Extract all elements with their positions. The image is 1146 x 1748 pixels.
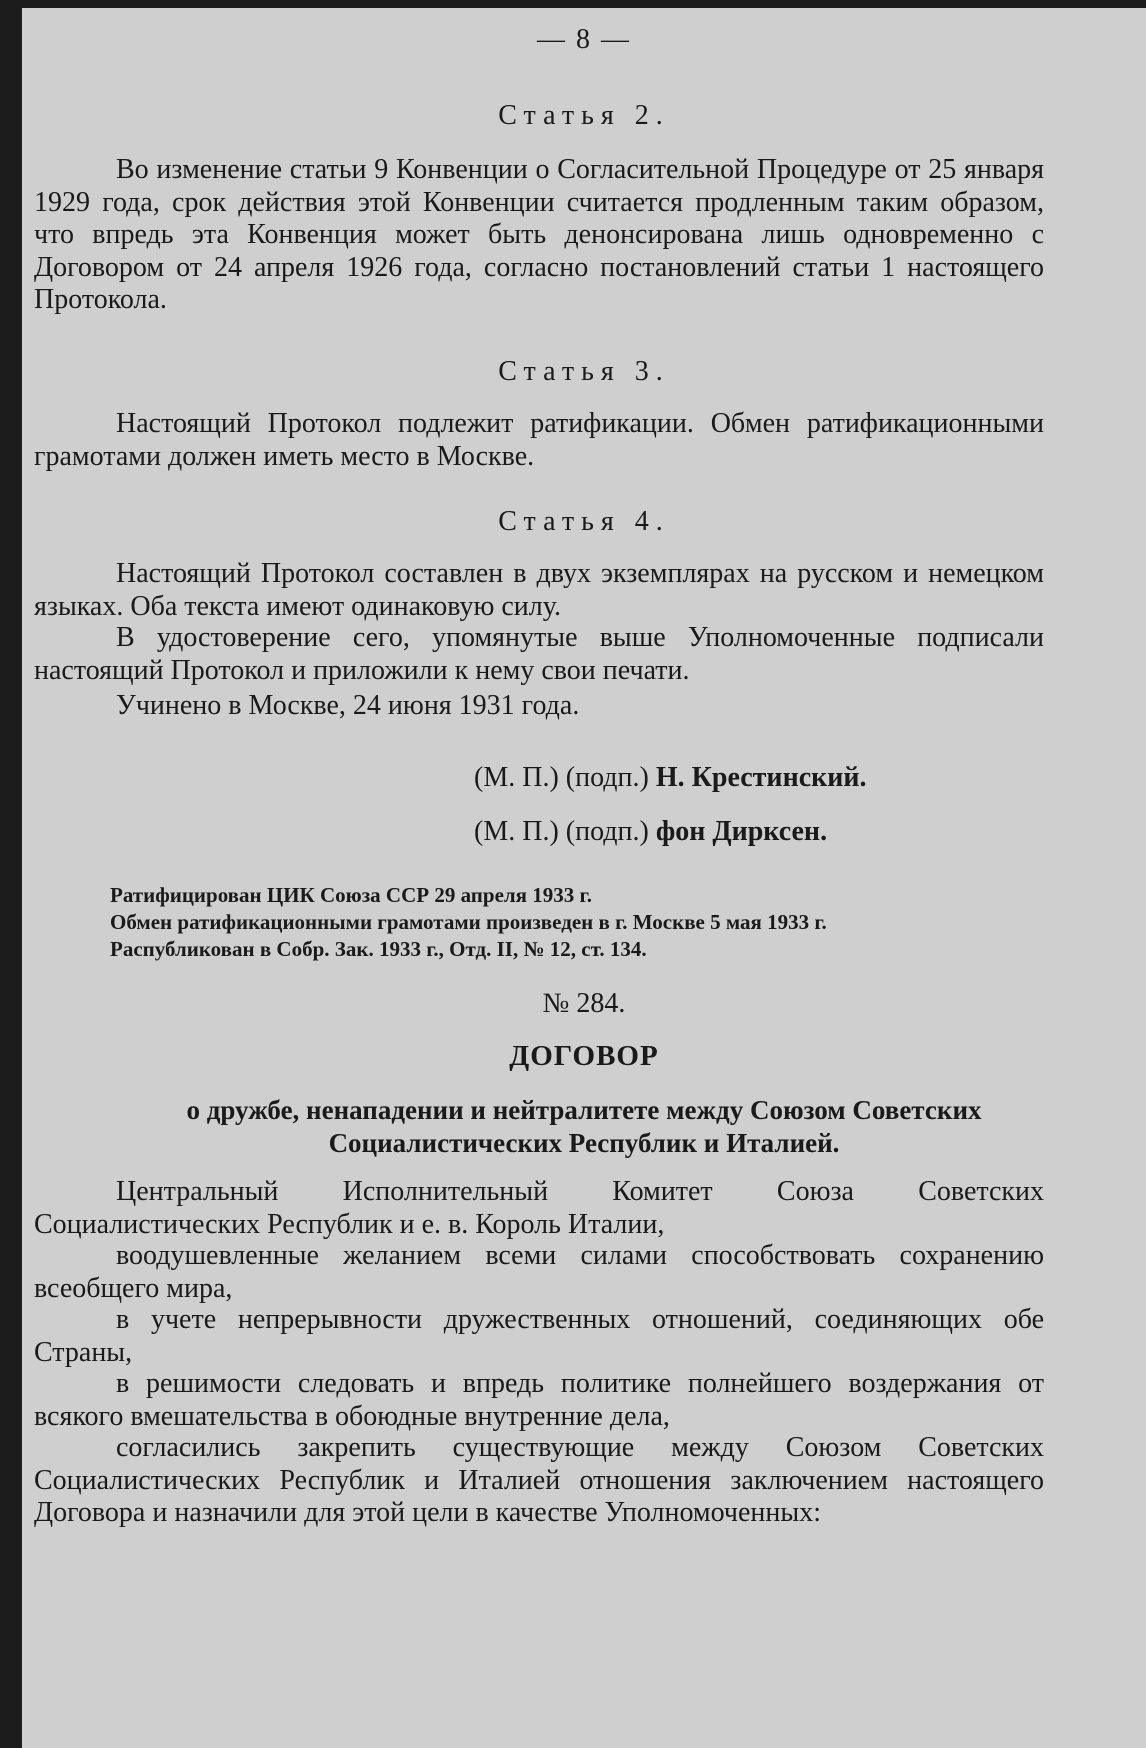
treaty-paragraph: воодушевленные желанием всеми силами способствовать сохранению всеобщего мира, — [34, 1240, 1044, 1304]
signatory-name: фон Дирксен. — [655, 816, 828, 847]
treaty-paragraph: в учете непрерывности дружественных отношений, соединяющих обе Страны, — [34, 1304, 1044, 1368]
document-page — [22, 8, 1146, 1748]
treaty-paragraph: согласились закрепить существующие между Союзом Советских Социалистических Республик и Италией отношения заключением настоящего Договора и назначили для этой цели в качестве Уполномоченных: — [34, 1432, 1044, 1528]
article-4-heading: Статья 4. — [498, 506, 670, 537]
signature-prefix: (М. П.) (подп.) — [474, 762, 649, 793]
treaty-subtitle-line: Социалистических Республик и Италией. — [328, 1128, 840, 1158]
signature-dirksen — [474, 816, 827, 848]
done-in-moscow: Учинено в Москве, 24 июня 1931 года. — [116, 690, 580, 721]
note-line: Обмен ратификационными грамотами произведен в г. Москве 5 мая 1933 г. — [110, 910, 827, 934]
article-4-text: Настоящий Протокол составлен в двух экземплярах на русском и немецком языках. Оба текста имеют одинаковую силу. — [34, 558, 1044, 622]
note-line: Ратифицирован ЦИК Союза ССР 29 апреля 1933 г. — [110, 883, 592, 907]
signature-krestinsky — [474, 762, 867, 794]
article-3-text: Настоящий Протокол подлежит ратификации. Обмен ратификационными грамотами должен иметь место в Москве. — [34, 408, 1044, 472]
article-2-heading: Статья 2. — [498, 100, 670, 131]
treaty-paragraph: в решимости следовать и впредь политике полнейшего воздержания от всякого вмешательства в обоюдные внутренние дела, — [34, 1368, 1044, 1432]
signature-prefix: (М. П.) (подп.) — [474, 816, 649, 847]
treaty-subtitle — [22, 1094, 1146, 1160]
ratification-notes — [110, 882, 1050, 963]
signatory-name: Н. Крестинский. — [655, 762, 867, 793]
page-number: — 8 — — [537, 24, 631, 55]
treaty-title: ДОГОВОР — [509, 1040, 659, 1072]
article-4-text-2: В удостоверение сего, упомянутые выше Уполномоченные подписали настоящий Протокол и приложили к нему свои печати. — [34, 622, 1044, 686]
treaty-subtitle-line: о дружбе, ненападении и нейтралитете между Союзом Советских — [186, 1095, 982, 1125]
treaty-paragraph: Центральный Исполнительный Комитет Союза Советских Социалистических Республик и е. в. Король Италии, — [34, 1176, 1044, 1240]
treaty-number: № 284. — [542, 988, 626, 1019]
note-line: Распубликован в Собр. Зак. 1933 г., Отд. II, № 12, ст. 134. — [110, 937, 647, 961]
article-2-text: Во изменение статьи 9 Конвенции о Согласительной Процедуре от 25 января 1929 года, срок действия этой Конвенции считается продленным таким образом, что впредь эта Конвенция может быть денонсирована лишь одновременно с Договором от 24 апреля 1926 года, согласно постановлений статьи 1 настоящего Протокола. — [34, 154, 1044, 315]
article-3-heading: Статья 3. — [498, 356, 670, 387]
